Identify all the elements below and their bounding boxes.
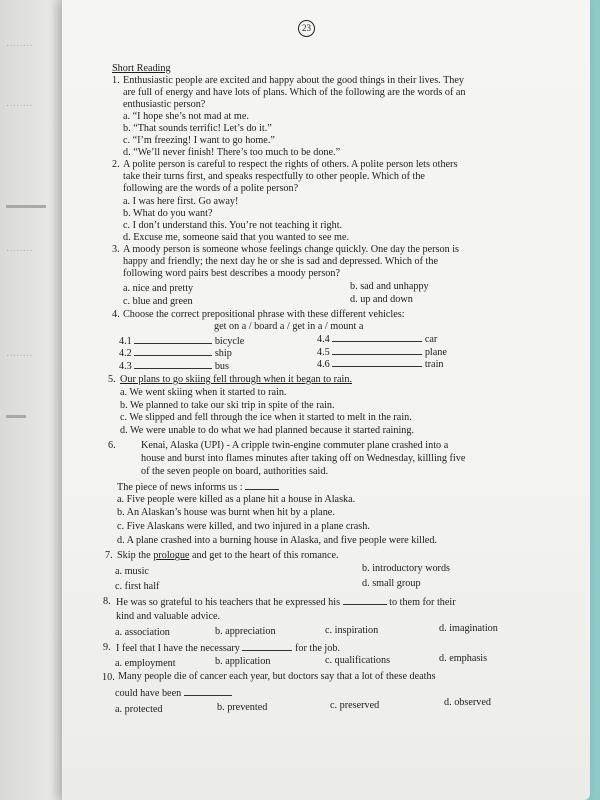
q6-prompt-text: The piece of news informs us : [117,482,243,493]
q4-item-number: 4.3 [119,361,132,372]
q3-stem-line: happy and friendly; the next day he or she is sad and depressed. Which of the [123,256,438,267]
q4-item-vehicle: bus [214,361,229,372]
q7-target-word: prologue [153,550,190,561]
q5-option-c: c. We slipped and fell through the ice when it started to melt in the rain. [120,412,412,423]
answer-blank[interactable] [332,358,422,367]
q1-stem-line: Enthusiastic people are excited and happy about the good things in their lives. They [123,75,465,86]
q4-item [317,333,437,346]
q3-option-d: d. up and down [350,294,413,305]
q8-option-c: c. inspiration [325,625,379,636]
q6-option-a: a. Five people were killed as a plane hit a house in Alaska. [117,494,356,505]
q8-stem-line: kind and valuable advice. [116,611,221,622]
q1-option-d: d. “We’ll never finish! There’s too much to be done.” [123,147,341,158]
q10-number: 10. [102,672,115,683]
q4-item-number: 4.5 [317,347,330,358]
q8-option-d: d. imagination [439,623,498,634]
q3-stem-line: following word pairs best describes a moody person? [123,268,341,279]
q10-option-b: b. prevented [217,702,268,713]
q1-option-c: c. “I’m freezing! I want to go home.” [123,135,275,146]
q4-item-number: 4.2 [119,348,132,359]
q2-stem-line: take their turns first, and speaks respectfully to other people. Which of the [123,171,425,182]
q7-stem-text: Skip the [117,550,151,561]
q2-stem-line: A polite person is careful to respect the rights of others. A polite person lets others [123,159,458,170]
q9-option-d: d. emphasis [439,653,488,664]
q7-option-d: d. small group [362,578,421,589]
page-number: 23 [298,20,315,37]
q9-stem [116,642,340,655]
q3-option-b: b. sad and unhappy [350,281,429,292]
answer-blank[interactable] [332,333,422,342]
q10-stem-text: could have been [115,688,182,699]
q1-option-b: b. “That sounds terrific! Let’s do it.” [123,123,272,134]
q6-stem-line: of the seven people on board, authorities said. [141,466,329,477]
q5-stem: Our plans to go skiing fell through when it began to rain. [120,374,353,385]
q9-stem-text: I feel that I have the necessary [116,643,240,654]
q4-phrase-options: get on a / board a / get in a / mount a [214,321,364,332]
q6-prompt [117,481,279,494]
q8-stem [116,596,456,609]
q5-number: 5. [108,374,116,385]
q4-item [317,358,444,371]
q7-stem-text: and get to the heart of this romance. [192,550,339,561]
answer-blank[interactable] [242,642,292,651]
answer-blank[interactable] [343,596,387,605]
q10-stem: Many people die of cancer each year, but doctors say that a lot of these deaths [118,671,436,682]
facing-page-edge: ········ ········ ▬▬▬▬ ········ ········ ▬▬ [0,0,70,800]
q4-item-number: 4.1 [119,336,132,347]
q4-item-vehicle: train [424,359,444,370]
q6-stem-line: house and burst into flames minutes after taking off on Wednesday, killling five [141,453,466,464]
q9-option-a: a. employment [115,658,176,669]
q1-number: 1. [112,75,120,86]
q4-stem: Choose the correct prepositional phrase with these different vehicles: [123,309,405,320]
q7-option-b: b. introductory words [362,563,450,574]
q6-stem-line: Kenai, Alaska (UPI) - A cripple twin-engine commuter plane crashed into a [141,440,449,451]
answer-blank[interactable] [184,687,232,696]
q8-option-b: b. appreciation [215,626,276,637]
section-title: Short Reading [112,63,171,74]
q3-stem-line: A moody person is someone whose feelings change quickly. One day the person is [123,244,460,255]
q1-option-a: a. “I hope she’s not mad at me. [123,111,249,122]
q9-option-c: c. qualifications [325,655,391,666]
q4-item [119,360,229,373]
q2-option-d: d. Excuse me, someone said that you wanted to see me. [123,232,350,243]
q9-stem-text: for the job. [294,643,340,654]
q8-stem-text: He was so grateful to his teachers that he expressed his [116,597,341,608]
q6-number: 6. [108,440,116,451]
q6-option-c: c. Five Alaskans were killed, and two injured in a plane crash. [117,521,370,532]
q3-option-c: c. blue and green [123,296,193,307]
answer-blank[interactable] [332,346,422,355]
q2-stem-line: following are the words of a polite person? [123,183,299,194]
q4-item-number: 4.4 [317,334,330,345]
answer-blank[interactable] [134,347,212,356]
q4-item-number: 4.6 [317,359,330,370]
q6-option-b: b. An Alaskan’s house was burnt when hit by a plane. [117,507,335,518]
q4-item-vehicle: ship [214,348,232,359]
q10-option-c: c. preserved [330,700,380,711]
q8-stem-text: to them for their [389,597,456,608]
q9-number: 9. [103,642,111,653]
q1-stem-line: enthusiastic person? [123,99,206,110]
q9-option-b: b. application [215,656,271,667]
q10-option-a: a. protected [115,704,163,715]
q4-item-vehicle: plane [424,347,447,358]
q4-item [119,347,232,360]
q5-option-b: b. We planned to take our ski trip in spite of the rain. [120,400,335,411]
q2-option-b: b. What do you want? [123,208,213,219]
q7-option-a: a. music [115,566,149,577]
q10-option-d: d. observed [444,697,491,708]
q10-stem-line [115,687,232,700]
q6-option-d: d. A plane crashed into a burning house in Alaska, and five people were killed. [117,535,437,546]
answer-blank[interactable] [134,335,212,344]
q4-number: 4. [112,309,120,320]
worksheet-page [62,0,590,800]
q8-option-a: a. association [115,627,170,638]
q5-option-d: d. We were unable to do what we had planned because it started raining. [120,425,415,436]
q7-option-c: c. first half [115,581,160,592]
q8-number: 8. [103,596,111,607]
q5-option-a: a. We went skiing when it started to rain. [120,387,287,398]
q2-option-a: a. I was here first. Go away! [123,196,239,207]
answer-blank[interactable] [134,360,212,369]
q7-stem [117,550,339,562]
q2-number: 2. [112,159,120,170]
q4-item-vehicle: car [424,334,438,345]
answer-blank[interactable] [245,481,279,490]
q7-number: 7. [105,550,113,561]
q2-option-c: c. I don’t understand this. You’re not teaching it right. [123,220,343,231]
q3-number: 3. [112,244,120,255]
q4-item-vehicle: bicycle [214,336,245,347]
q3-option-a: a. nice and pretty [123,283,194,294]
q1-stem-line: are full of energy and have lots of plans. Which of the following are the words of an [123,87,466,98]
